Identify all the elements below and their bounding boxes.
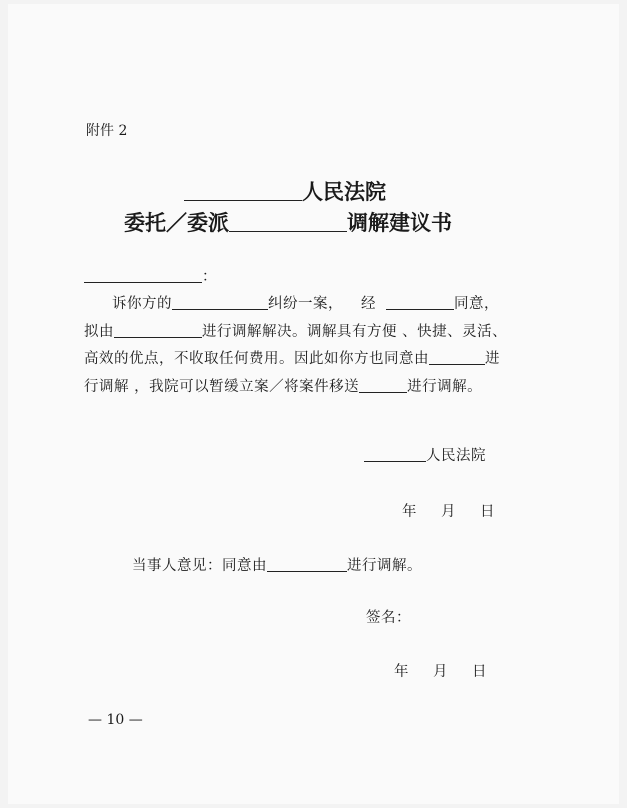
body-text: 进 [485, 351, 500, 367]
document-page [8, 4, 619, 804]
body-line-3 [84, 347, 500, 368]
salutation-line [84, 265, 217, 286]
title-court-suffix: 人民法院 [302, 179, 386, 204]
body-line-2 [84, 320, 507, 341]
party-date [394, 660, 487, 681]
mediation-type-blank[interactable] [229, 210, 347, 232]
body-text: 高效的优点，不收取任何费用。因此如你方也同意由 [84, 351, 429, 367]
page-number: — 10 — [88, 712, 143, 728]
court-name-blank[interactable] [184, 179, 302, 201]
dispute-type-blank[interactable] [172, 295, 268, 311]
body-text: 诉你方的 [112, 296, 172, 312]
day-label: 日 [480, 504, 495, 520]
title-suffix: 调解建议书 [347, 210, 452, 235]
year-label: 年 [402, 504, 417, 520]
body-text: 进行调解。 [407, 379, 483, 395]
party-mediator-blank[interactable] [267, 557, 347, 573]
body-text: 拟由 [84, 324, 114, 340]
year-label: 年 [394, 664, 409, 680]
court-signature-label: 人民法院 [426, 448, 486, 464]
signing-court-blank[interactable] [364, 447, 426, 463]
mediator-blank[interactable] [114, 323, 202, 339]
month-label: 月 [441, 504, 456, 520]
attachment-label: 附件 2 [86, 123, 128, 139]
body-text: 行调解 ，我院可以暂缓立案／将案件移送 [84, 379, 360, 395]
party-sign-label: 签名： [366, 610, 411, 626]
title-line-2 [124, 207, 452, 237]
salutation-colon: ： [202, 269, 217, 285]
body-line-4 [84, 375, 482, 396]
party-opinion-text: 当事人意见：同意由 [132, 558, 267, 574]
month-label: 月 [433, 664, 448, 680]
body-text: 进行调解解决。调解具有方便 、快捷、灵活、 [202, 324, 508, 340]
recipient-blank[interactable] [84, 268, 202, 284]
body-line-1 [112, 292, 499, 313]
day-label: 日 [472, 664, 487, 680]
party-opinion-text: 进行调解。 [347, 558, 422, 574]
court-date [402, 500, 495, 521]
title-prefix: 委托／委派 [124, 210, 229, 235]
body-text: 纠纷一案， [268, 296, 343, 312]
transfer-mediator-blank[interactable] [359, 378, 407, 394]
consenting-party-blank[interactable] [386, 295, 454, 311]
body-text: 经 [361, 296, 376, 312]
party-opinion [132, 554, 422, 575]
title-line-1 [184, 176, 386, 206]
court-signature [364, 444, 486, 465]
body-text: 同意， [454, 296, 499, 312]
mediator-blank-2[interactable] [429, 350, 485, 366]
